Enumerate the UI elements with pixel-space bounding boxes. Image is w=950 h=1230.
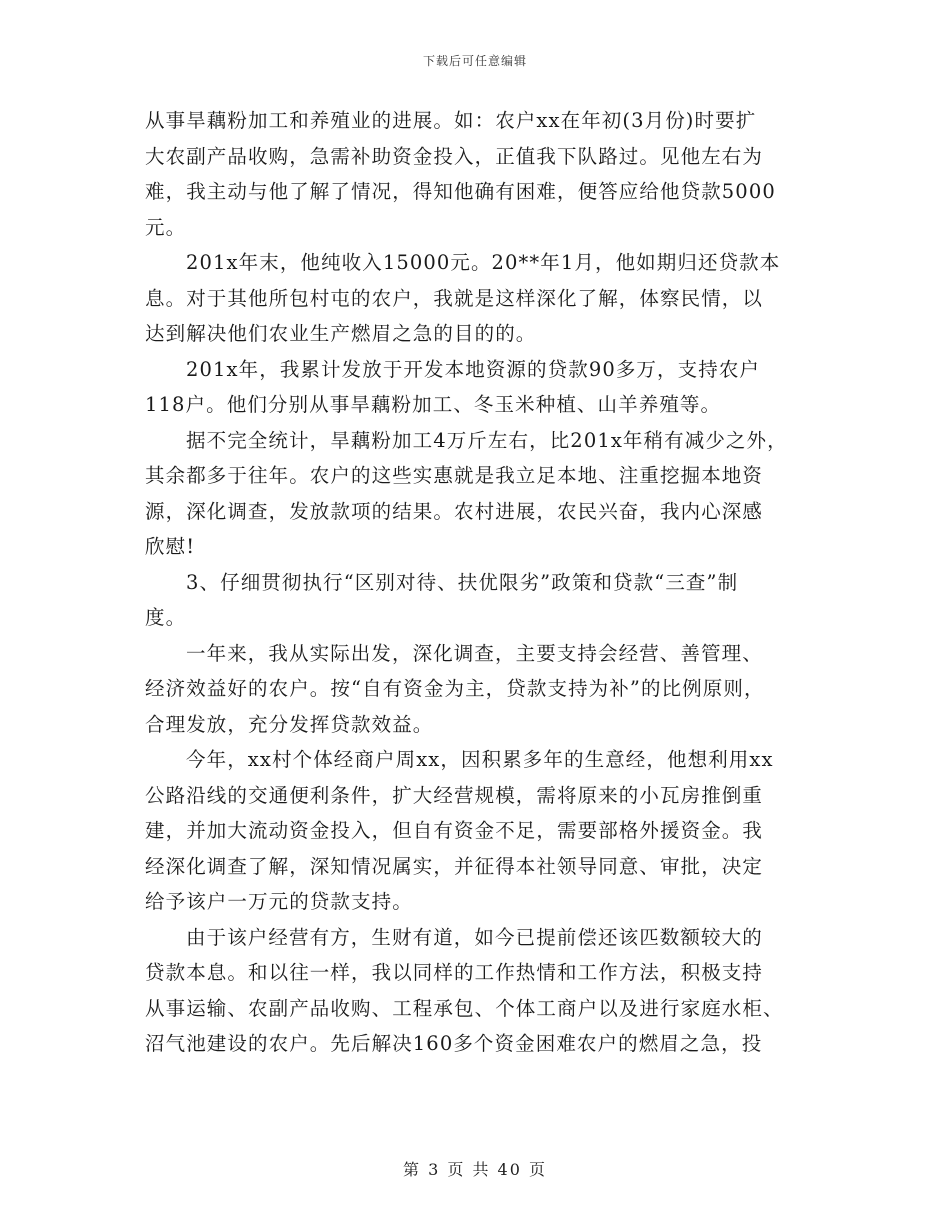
text-line: 达到解决他们农业生产燃眉之急的目的的。 xyxy=(145,322,537,345)
text-line: 一年来，我从实际出发，深化调查，主要支持会经营、善管理、 xyxy=(186,641,763,665)
text-line: 经济效益好的农户。按“自有资金为主，贷款支持为补”的比例原则， xyxy=(145,677,765,700)
page-header: 下载后可任意编辑 xyxy=(422,54,527,68)
text-line: 据不完全统计，旱藕粉加工4万斤左右，比201x年稍有减少之外， xyxy=(186,428,788,452)
paragraph xyxy=(145,352,815,423)
paragraph xyxy=(145,245,815,352)
paragraph xyxy=(145,423,815,565)
text-line: 沼气池建设的农户。先后解决160多个资金困难农户的燃眉之急，投 xyxy=(145,1032,763,1055)
text-line: 难，我主动与他了解了情况，得知他确有困难，便答应给他贷款5000 xyxy=(145,180,776,203)
text-line: 从事旱藕粉加工和养殖业的进展。如：农户xx在年初(3月份)时要扩 xyxy=(145,109,757,132)
document-body xyxy=(145,103,815,1062)
text-line: 元。 xyxy=(145,215,187,239)
text-line: 由于该户经营有方，生财有道，如今已提前偿还该匹数额较大的 xyxy=(186,925,763,949)
text-line: 源，深化调查，发放款项的结果。农村进展，农民兴奋，我内心深感 xyxy=(145,499,764,523)
paragraph xyxy=(145,103,815,245)
paragraph xyxy=(145,742,815,920)
text-line: 度。 xyxy=(145,606,187,629)
paragraph xyxy=(145,565,815,636)
text-line: 大农副产品收购，急需补助资金投入，正值我下队路过。见他左右为 xyxy=(145,144,764,168)
text-line: 息。对于其他所包村屯的农户，我就是这样深化了解，体察民情，以 xyxy=(145,286,764,310)
text-line: 今年，xx村个体经商户周xx，因积累多年的生意经，他想利用xx xyxy=(186,748,774,771)
paragraph xyxy=(145,920,815,1062)
text-line: 118户。他们分别从事旱藕粉加工、冬玉米种植、山羊养殖等。 xyxy=(145,393,722,416)
text-line: 201x年，我累计发放于开发本地资源的贷款90多万，支持农户 xyxy=(186,357,761,381)
page-footer: 第 3 页 共 40 页 xyxy=(403,1160,547,1179)
text-line: 公路沿线的交通便利条件，扩大经营规模，需将原来的小瓦房推倒重 xyxy=(145,783,764,807)
text-line: 经深化调查了解，深知情况属实，并征得本社领导同意、审批，决定 xyxy=(145,854,764,878)
text-line: 其余都多于往年。农户的这些实惠就是我立足本地、注重挖掘本地资 xyxy=(145,464,764,487)
text-line: 从事运输、农副产品收购、工程承包、个体工商户以及进行家庭水柜、 xyxy=(145,996,784,1020)
text-line: 建，并加大流动资金投入，但自有资金不足，需要部格外援资金。我 xyxy=(145,819,764,842)
text-line: 3、仔细贯彻执行“区别对待、扶优限劣”政策和贷款“三查”制 xyxy=(186,570,739,594)
text-line: 合理发放，充分发挥贷款效益。 xyxy=(145,712,434,736)
text-line: 欣慰! xyxy=(145,535,196,558)
text-line: 给予该户一万元的贷款支持。 xyxy=(145,890,413,913)
text-line: 201x年末，他纯收入15000元。20**年1月，他如期归还贷款本 xyxy=(186,251,781,274)
paragraph xyxy=(145,636,815,743)
text-line: 贷款本息。和以往一样，我以同样的工作热情和工作方法，积极支持 xyxy=(145,961,764,984)
